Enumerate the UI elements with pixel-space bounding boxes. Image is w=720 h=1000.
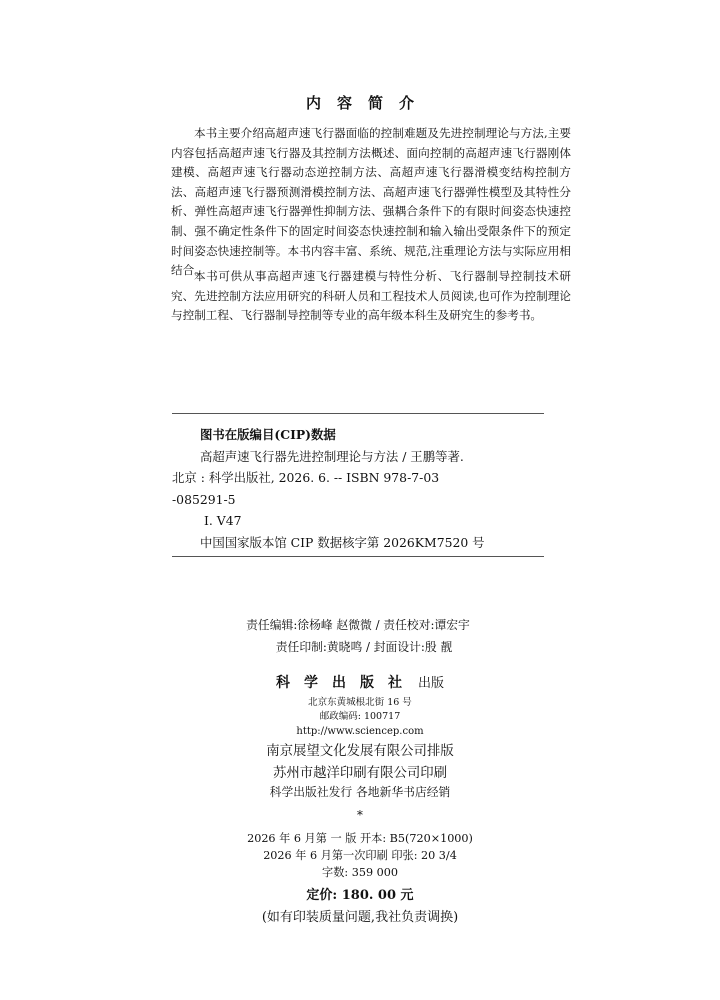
printer-line: 苏州市越洋印刷有限公司印刷 (272, 766, 448, 781)
publisher-website: http://www.sciencep.com (296, 726, 424, 737)
publisher-name-line (0, 672, 720, 692)
edition-info (0, 830, 720, 881)
edition-line-3: 字数: 359 000 (322, 866, 398, 879)
summary-paragraph-1-text: 本书主要介绍高超声速飞行器面临的控制难题及先进控制理论与方法,主要内容包括高超声速飞行器及其控制方法概述、面向控制的高超声速飞行器刚体建模、高超声速飞行器动态逆控制方法、高超声速飞行器滑模变结构控制方法、高超声速飞行器预测滑模控制方法、高超声速飞行器弹性模型及其特性分析、弹性高超声速飞行器弹性抑制方法、强耦合条件下的有限时间姿态快速控制、强不确定性条件下的固定时间姿态快速控制和输入输出受限条件下的预定时间姿态快速控制等。本书内容丰富、系统、规范,注重理论方法与实际应用相结合。 (171, 126, 571, 278)
cip-bottom-rule (172, 556, 544, 557)
quality-notice: (如有印装质量问题,我社负责调换) (261, 910, 459, 925)
cip-title-line: 高超声速飞行器先进控制理论与方法 / 王鹏等著. (200, 448, 464, 464)
summary-paragraph-2-text: 本书可供从事高超声速飞行器建模与特性分析、飞行器制导控制技术研究、先进控制方法应用研究的科研人员和工程技术人员阅读,也可作为控制理论与控制工程、飞行器制导控制等专业的高年级本科生及研究生的参考书。 (171, 269, 571, 323)
distribution-line: 科学出版社发行 各地新华书店经销 (269, 785, 451, 799)
cip-publisher-line: 北京 : 科学出版社, 2026. 6. -- ISBN 978-7-03 (172, 470, 440, 486)
publisher-name: 科学出版社 (275, 675, 416, 691)
credits-editors-line: 责任编辑:徐杨峰 赵微微 / 责任校对:谭宏宇 (246, 618, 470, 632)
publisher-postcode: 邮政编码: 100717 (319, 711, 401, 722)
summary-paragraph-2 (171, 267, 571, 326)
credits-production-line: 责任印制:黄晓鸣 / 封面设计:殷 靓 (275, 640, 453, 654)
publisher-suffix: 出版 (417, 676, 444, 691)
cip-classification-line: Ⅰ. V47 (204, 513, 242, 529)
typesetter-line: 南京展望文化发展有限公司排版 (266, 744, 454, 759)
credits-block (0, 614, 720, 658)
cip-top-rule (172, 413, 544, 414)
separator-star: * (357, 808, 363, 822)
publisher-address: 北京东黄城根北街 16 号 (308, 697, 412, 708)
cip-block (172, 424, 544, 554)
edition-line-1: 2026 年 6 月第 一 版 开本: B5(720×1000) (247, 832, 473, 845)
price-line: 定价: 180. 00 元 (306, 888, 414, 903)
cip-isbn-line: -085291-5 (172, 491, 236, 507)
summary-paragraph-1 (171, 124, 571, 281)
content-summary-title: 内容简介 (305, 94, 430, 112)
cip-heading: 图书在版编目(CIP)数据 (200, 427, 336, 442)
edition-line-2: 2026 年 6 月第一次印刷 印张: 20 3/4 (263, 849, 457, 862)
cip-record-number-line: 中国国家版本馆 CIP 数据核字第 2026KM7520 号 (200, 534, 485, 550)
